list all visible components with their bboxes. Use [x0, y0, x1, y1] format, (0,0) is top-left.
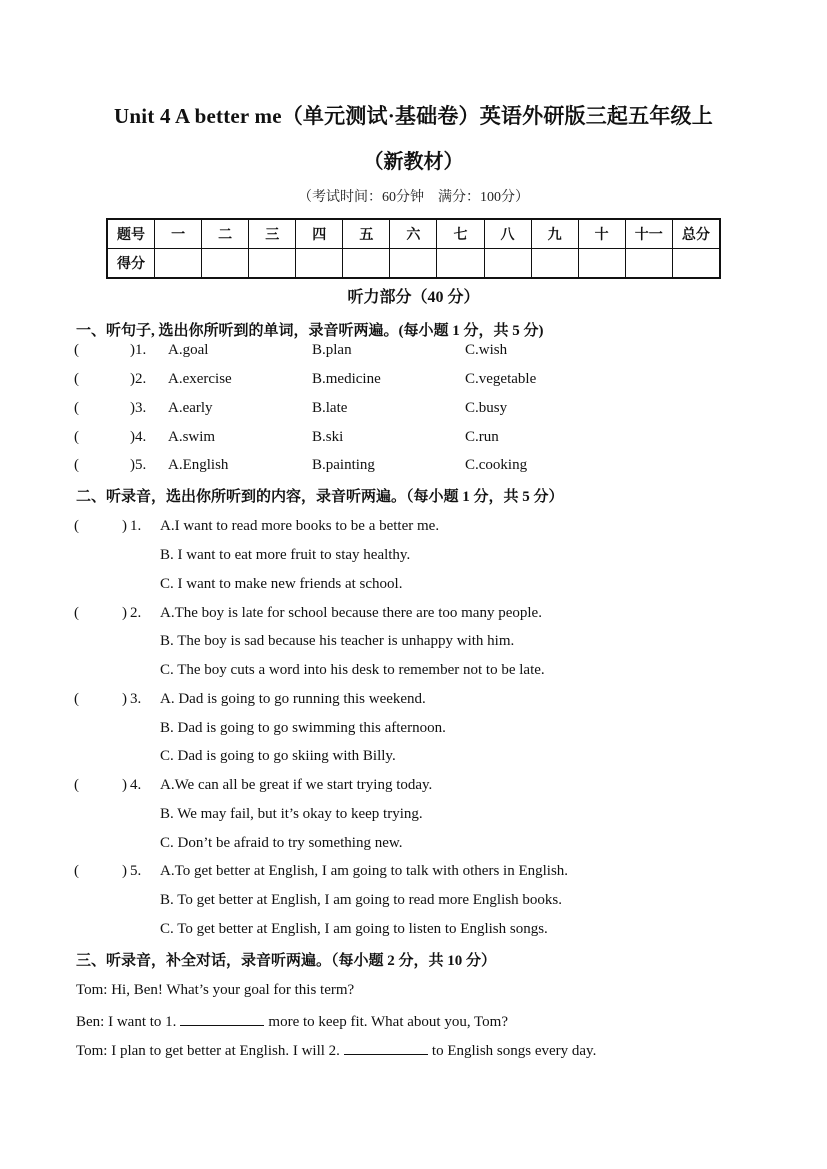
- question-number: 1.: [130, 518, 142, 534]
- document-subtitle: （新教材）: [363, 151, 464, 173]
- answer-paren[interactable]: (: [74, 777, 79, 793]
- option-b: B.plan: [312, 342, 352, 358]
- score-entry-cell[interactable]: [343, 249, 390, 279]
- option-b: B.ski: [312, 429, 344, 445]
- answer-paren-close: ): [122, 777, 127, 793]
- question-number: )1.: [130, 342, 147, 358]
- score-cell: 总分: [672, 219, 720, 249]
- option-b: B. The boy is sad because his teacher is unhappy with him.: [160, 633, 515, 649]
- score-entry-cell[interactable]: [296, 249, 343, 279]
- score-cell: 十: [578, 219, 625, 249]
- answer-paren[interactable]: (: [74, 863, 79, 879]
- option-c: C.run: [465, 429, 499, 445]
- answer-paren[interactable]: (: [74, 400, 79, 416]
- dialog-text: to English songs every day.: [431, 1043, 597, 1059]
- score-cell: 三: [249, 219, 296, 249]
- exam-info: （考试时间：60分钟 满分：100分）: [298, 190, 529, 205]
- option-b: B. To get better at English, I am going to read more English books.: [160, 892, 562, 908]
- score-cell: 八: [484, 219, 531, 249]
- option-b: B.painting: [312, 457, 375, 473]
- answer-paren[interactable]: (: [74, 518, 79, 534]
- option-c: C. Don’t be afraid to try something new.: [160, 835, 403, 851]
- answer-paren[interactable]: (: [74, 691, 79, 707]
- dialog-line-3: [76, 1040, 596, 1060]
- dialog-text: Tom: I plan to get better at English. I will 2.: [76, 1043, 340, 1059]
- answer-paren-close: ): [122, 518, 127, 534]
- listening-section-title: 听力部分（40 分）: [347, 289, 480, 306]
- option-a: A.To get better at English, I am going to talk with others in English.: [160, 863, 569, 879]
- score-cell: 一: [155, 219, 202, 249]
- dialog-line-1: Tom: Hi, Ben! What’s your goal for this term?: [76, 982, 355, 998]
- score-table: [106, 218, 721, 279]
- score-cell: 十一: [625, 219, 672, 249]
- score-entry-cell[interactable]: [531, 249, 578, 279]
- option-c: C. To get better at English, I am going to listen to English songs.: [160, 921, 548, 937]
- option-a: A.I want to read more books to be a better me.: [160, 518, 440, 534]
- answer-paren-close: ): [122, 691, 127, 707]
- option-a: A. Dad is going to go running this weekend.: [160, 691, 426, 707]
- score-cell: 五: [343, 219, 390, 249]
- score-entry-cell[interactable]: [625, 249, 672, 279]
- fill-blank-1[interactable]: [180, 1011, 264, 1026]
- option-c: C.cooking: [465, 457, 528, 473]
- part3-heading: 三、听录音，补全对话，录音听两遍。（每小题 2 分，共 10 分）: [76, 953, 497, 969]
- answer-paren[interactable]: (: [74, 342, 79, 358]
- score-entry-cell[interactable]: [484, 249, 531, 279]
- score-cell: 七: [437, 219, 484, 249]
- answer-paren-close: ): [122, 863, 127, 879]
- part2-heading: 二、听录音，选出你所听到的内容，录音听两遍。（每小题 1 分，共 5 分）: [76, 489, 564, 505]
- option-a: A.early: [168, 400, 213, 416]
- option-a: A.exercise: [168, 371, 232, 387]
- answer-paren[interactable]: (: [74, 457, 79, 473]
- option-a: A.English: [168, 457, 229, 473]
- question-number: )5.: [130, 457, 147, 473]
- option-b: B.late: [312, 400, 348, 416]
- dialog-text: Ben: I want to 1.: [76, 1014, 177, 1030]
- score-entry-cell[interactable]: [202, 249, 249, 279]
- question-number: 4.: [130, 777, 142, 793]
- score-cell: 六: [390, 219, 437, 249]
- score-entry-cell[interactable]: [249, 249, 296, 279]
- score-entry-cell[interactable]: [578, 249, 625, 279]
- score-table-header-row: [107, 219, 720, 249]
- question-number: )2.: [130, 371, 147, 387]
- score-cell: 九: [531, 219, 578, 249]
- option-c: C. Dad is going to go skiing with Billy.: [160, 748, 396, 764]
- score-cell: 二: [202, 219, 249, 249]
- option-c: C.busy: [465, 400, 508, 416]
- question-number: )4.: [130, 429, 147, 445]
- option-b: B. I want to eat more fruit to stay healthy.: [160, 547, 411, 563]
- score-cell: 四: [296, 219, 343, 249]
- answer-paren[interactable]: (: [74, 429, 79, 445]
- question-number: 3.: [130, 691, 142, 707]
- option-b: B. We may fail, but it’s okay to keep trying.: [160, 806, 423, 822]
- fill-blank-2[interactable]: [344, 1040, 428, 1055]
- option-a: A.swim: [168, 429, 216, 445]
- score-entry-cell[interactable]: [155, 249, 202, 279]
- dialog-text: more to keep fit. What about you, Tom?: [268, 1014, 508, 1030]
- score-row-label: 得分: [107, 249, 155, 279]
- answer-paren-close: ): [122, 605, 127, 621]
- score-table-score-row: [107, 249, 720, 279]
- question-number: 5.: [130, 863, 142, 879]
- document-title: Unit 4 A better me（单元测试·基础卷）英语外研版三起五年级上: [114, 104, 713, 128]
- score-entry-cell[interactable]: [437, 249, 484, 279]
- option-a: A.The boy is late for school because there are too many people.: [160, 605, 542, 621]
- dialog-line-2: [76, 1011, 508, 1031]
- option-b: B. Dad is going to go swimming this afternoon.: [160, 720, 446, 736]
- score-entry-cell[interactable]: [390, 249, 437, 279]
- option-c: C. The boy cuts a word into his desk to remember not to be late.: [160, 662, 545, 678]
- question-number: 2.: [130, 605, 142, 621]
- answer-paren[interactable]: (: [74, 371, 79, 387]
- option-c: C. I want to make new friends at school.: [160, 576, 403, 592]
- part1-heading: 一、听句子, 选出你所听到的单词，录音听两遍。(每小题 1 分，共 5 分): [76, 323, 544, 339]
- option-c: C.vegetable: [465, 371, 537, 387]
- score-entry-cell[interactable]: [672, 249, 720, 279]
- option-b: B.medicine: [312, 371, 381, 387]
- score-cell: 题号: [107, 219, 155, 249]
- option-a: A.goal: [168, 342, 209, 358]
- option-a: A.We can all be great if we start trying today.: [160, 777, 433, 793]
- option-c: C.wish: [465, 342, 508, 358]
- question-number: )3.: [130, 400, 147, 416]
- answer-paren[interactable]: (: [74, 605, 79, 621]
